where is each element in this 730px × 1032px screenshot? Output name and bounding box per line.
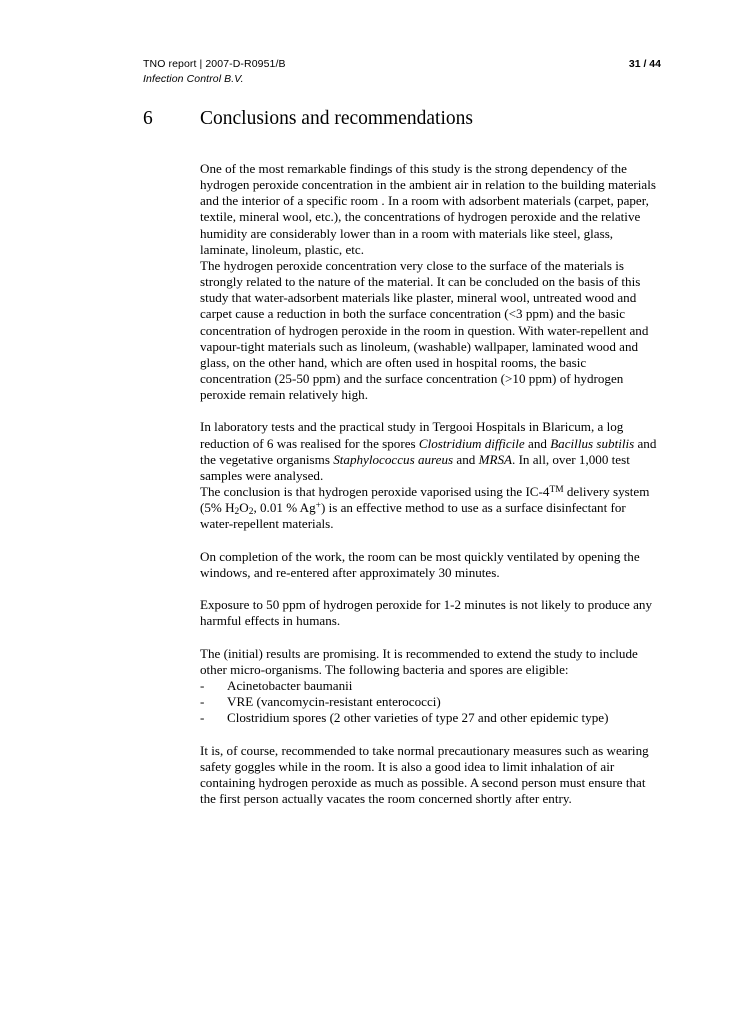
organism-clostridium-difficile: Clostridium difficile: [418, 435, 525, 451]
lab-tests-text-1: In laboratory tests and the practical study in Tergooi Hospitals in Blaricum, a log reduction of 6 was realised for the spores: [200, 419, 624, 451]
paragraph-ventilation: On completion of the work, the room can be most quickly ventilated by opening the windows, and re-entered after approximately 30 minutes.: [200, 548, 640, 580]
section-heading: [143, 107, 663, 131]
lab-tests-text-3: and the vegetative organisms: [200, 435, 657, 467]
report-identifier: TNO report | 2007-D-R0951/B: [143, 58, 286, 70]
lab-tests-text-5: . In all, over 1,000 test samples were analysed.: [200, 451, 630, 483]
trademark-superscript: TM: [549, 484, 564, 495]
document-header-row: [143, 57, 661, 72]
organism-mrsa: MRSA: [478, 451, 513, 467]
lab-tests-text-4: and: [453, 451, 479, 467]
conclusion-text-4: , 0.01 % Ag: [253, 500, 316, 516]
paragraph-safety-measures: It is, of course, recommended to take normal precautionary measures such as wearing safety goggles while in the room. It is also a good idea to limit inhalation of air containing hydrogen peroxide as much as possible. A second person must ensure that the first person actually vacates the room concerned shortly after entry.: [200, 742, 649, 807]
conclusion-text-2: delivery system (5% H: [200, 484, 650, 516]
conclusion-text-1: The conclusion is that hydrogen peroxide vaporised using the IC-4: [200, 484, 550, 500]
paragraph-recommendations-intro: The (initial) results are promising. It is recommended to extend the study to include other micro-organisms. The following bacteria and spores are eligible:: [200, 645, 638, 677]
paragraph-spacer: [200, 581, 658, 597]
page-number-indicator: 31 / 44: [628, 58, 661, 70]
paragraph-lab-tests: [200, 419, 658, 484]
header-subtitle: Infection Control B.V.: [143, 73, 244, 85]
dash-marker-icon: -: [200, 710, 205, 726]
conclusion-text-5: ) is an effective method to use as a surface disinfectant for water-repellent materials.: [200, 500, 626, 532]
list-item: [200, 694, 658, 710]
paragraph-spacer: [200, 629, 658, 645]
list-item-label: VRE (vancomycin-resistant enterococci): [227, 694, 441, 710]
paragraph-exposure: Exposure to 50 ppm of hydrogen peroxide for 1-2 minutes is not likely to produce any harmful effects in humans.: [200, 597, 653, 629]
document-header: [143, 57, 661, 87]
lab-tests-text-2: and: [524, 435, 551, 451]
list-item: [200, 678, 658, 694]
body-content: [200, 161, 658, 807]
dash-marker-icon: -: [200, 694, 205, 710]
paragraph-conclusion-formula: [200, 484, 658, 532]
paragraph-spacer: [200, 726, 658, 742]
oxygen-subscript: 2: [248, 507, 254, 518]
list-item: [200, 710, 658, 726]
dash-marker-icon: -: [200, 677, 205, 693]
paragraph-spacer: [200, 403, 658, 419]
eligible-organisms-list: [200, 678, 658, 726]
silver-ion-superscript: +: [315, 501, 321, 512]
paragraph-surface-concentration: The hydrogen peroxide concentration very close to the surface of the materials is strongly related to the nature of the material. It can be concluded on the basis of this study that water-adsorbent materials like plaster, mineral wool, untreated wood and carpet cause a reduction in both the surface concentration (<3 ppm) and the basic concentration of hydrogen peroxide in the room in question. With water-repellent and vapour-tight materials such as linoleum, (washable) wallpaper, laminated wood and glass, on the other hand, which are often used in hospital rooms, the basic concentration (25-50 ppm) and the surface concentration (>10 ppm) of hydrogen peroxide remain relatively high.: [200, 257, 649, 403]
section-number: 6: [143, 108, 153, 129]
organism-staphylococcus-aureus: Staphylococcus aureus: [333, 451, 454, 467]
organism-bacillus-subtilis: Bacillus subtilis: [550, 435, 635, 451]
conclusion-text-3: O: [239, 500, 249, 516]
paragraph-spacer: [200, 533, 658, 549]
hydrogen-subscript: 2: [234, 507, 240, 518]
page-title: Conclusions and recommendations: [200, 108, 473, 129]
paragraph-findings: One of the most remarkable findings of this study is the strong dependency of the hydrogen peroxide concentration in the ambient air in relation to the building materials and the interior of a specific room . In a room with adsorbent materials (carpet, paper, textile, mineral wool, etc.), the concentrations of hydrogen peroxide and the relative humidity are considerably lower than in a room with materials like steel, glass, laminate, linoleum, plastic, etc.: [200, 161, 656, 257]
list-item-label: Acinetobacter baumanii: [227, 677, 353, 693]
list-item-label: Clostridium spores (2 other varieties of type 27 and other epidemic type): [227, 710, 609, 726]
